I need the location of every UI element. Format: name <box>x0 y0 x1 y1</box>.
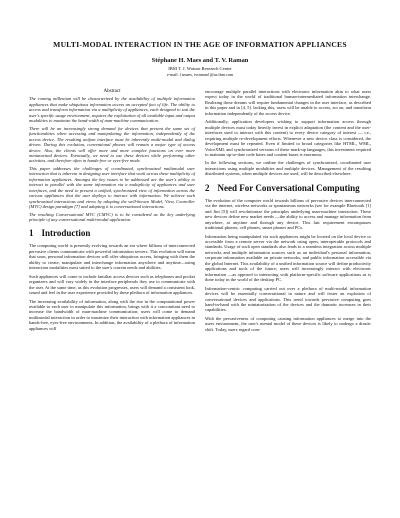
abstract-paragraph: The coming millenium will be characterized by the availability of multiple information appliances that make ubiquitous information access an accepted fact of life. The ability to access and transform information via a multiplicity of appliances, each designed to suit the user's specific usage environment, requires the exploitation of all available input and output modalities to maximize the band-width of man-machine communication. <box>29 96 195 124</box>
body-paragraph: The computing world is presently evolving towards an era where billions of interconnected pervasive clients communicate with powerful information servers. This evolution will mean that soon, personal information devices will offer ubiquitous access, bringing with them the ability to create, manipulate and interchange information anywhere and anytime—using interaction modalities most suited to the user's current needs and abilities. <box>29 243 195 271</box>
paper-affiliation: IBM T. J. Watson Research Center <box>168 66 232 71</box>
body-paragraph: The increasing availability of information, along with the rise in the computational power available to each user to manipulate this information, brings with it a concomitant need to increase the bandwidth of man-machine communication; users will come to demand multimodal interaction in order to maximize their interaction with information appliances in hands-free, eyes-free environments. In addition, the availability of a plethora of information appliances will <box>29 298 195 331</box>
body-paragraph: encourage multiple parallel interactions with electronic information akin to what users expect today in the world of traditional human-intermediated information interchange. Realizing these dreams will require fundamental changes in the user interface, as described in this paper and in [4, 5]. lacking this, users will be unable to access, act on, and transform information independently of the access device. <box>205 89 371 116</box>
paper-email: e-mail: {smaes, tvraman}@us.ibm.com <box>166 72 234 77</box>
body-paragraph: Such appliances will come to include familiar access devices such as telephones and pocket organizers and will vary widely in the interface peripherals they use to communicate with the user. At the same time, as this evolution progresses, users will demand a consistent look, sound and feel in the user experience provided by these plethora of information appliances. <box>29 273 195 296</box>
section-number: 2 <box>205 182 210 193</box>
section-number: 1 <box>29 228 34 239</box>
abstract-body <box>29 96 195 222</box>
paper-title: MULTI-MODAL INTERACTION IN THE AGE OF INFORMATION APPLIANCES <box>53 40 347 49</box>
body-paragraph: The evolution of the computer world towards billions of pervasive devices interconnected via the internet, wireless networks or spontaneous networks (see for example Bluetooth [1] and Jini [5]) will revolutionize the principles underlying man-machine interaction. These new devices define new market needs —the ability to access and manage information from anywhere, at anytime and through any device. This last requirement encompasses traditional phones, cell phones, smart phones and PCs. <box>205 197 371 231</box>
body-columns <box>29 89 371 335</box>
left-column <box>29 89 195 335</box>
body-paragraph: With the pervasiveness of computing causing information appliances to merge into the users environment, the user's mental model of these devices is likely to undergo a drastic shift. Today, users regard com- <box>205 315 371 332</box>
body-paragraph: In the following sections, we outline the challenges of synchronized, coordinated user interactions using multiple modalities and multiple devices. Management of the resulting distributed systems, when multiple devices are used, will be described elsewhere. <box>205 160 371 177</box>
body-paragraph: Additionally, application developers wishing to support information access through multiple devices must today heavily invest in explicit adaptation (the content and the user-interfaces used to interact with this content) to every device category of interest — i.e., requiring multiple re-development efforts. Whenever a new device class is considered, the development must be repeated. Even if limited to broad categories like HTML, WML, VoiceXML and synchronized versions of these mark-up languages, this investment required to maintain up-to-date code bases and content bases is enormous. <box>205 119 371 157</box>
abstract-heading: Abstract <box>103 89 121 94</box>
paper-authors: Stéphane H. Maes and T. V. Raman <box>151 57 249 64</box>
abstract-paragraph: There will be an increasingly strong demand for devices that present the same set of functionalities when accessing and manipulating the information, independently of the access device. The resulting unifom interface must be inherently multi-modal and dialog driven. During this evolution, conventional phones will remain a major type of access device. Also, the clients will offer more and more complex functions on ever more miniaturized devices. Eventually, we need to use these devices while performing other activities, and therefore often in hands-free or eyes-free mode. <box>29 125 195 164</box>
abstract-paragraph: The resulting Conversational MVC (CMVC) is to be considered as the key underlying principle of any conversational multi-modal application. <box>29 211 195 222</box>
body-paragraph: Information-centric computing carried out over a plethora of multi-modal information devices will be essentially conversational in nature and will foster an explosion of conversational devices and applications. This trend towards pervasive computing goes hand-in-hand with the miniaturization of the devices and the dramatic increases in their capabilities. <box>205 285 371 313</box>
body-paragraph: Information being manipulated via such appliances might be located on the local device or accessible from a remote server via the network using open, interoperable protocols and standards. Usage of such open standards also leads to a seamless integration across multiple networks and multiple information sources such as an individual's personal information, corporate information available on private networks, and public information accessible via the global Internet. This availability of a unified information source will define productivity applications and tools of the future; users will increasingly interact with electronic information —as opposed to interacting with platform-specific software applications as is done today in the world of the desktop PC. <box>205 233 371 283</box>
section-title: Introduction <box>41 228 91 239</box>
section-heading-conversational-computing <box>205 183 371 193</box>
section-heading-introduction <box>29 228 195 238</box>
right-column <box>205 89 371 335</box>
abstract-paragraph: This paper addresses the challenges of coordinated, synchronized multimodal user interaction that is inherent in designing user interface that work across these multiplicity of information appliances. Amongst the key issues to be addressed are the user's ability to interact in parallel with the same information via a multiplicity of appliances and user interfaces, and the need to present a unified, synchronized view of information across the various appliances that the user deploys to interact with information. We achieve such synchronized interactions and views by adopting the well-known Model, View, Controller (MVC) design paradigm [7] and adapting it to conversational interactions. <box>29 165 195 210</box>
section-title: Need For Conversational Computing <box>217 182 360 193</box>
